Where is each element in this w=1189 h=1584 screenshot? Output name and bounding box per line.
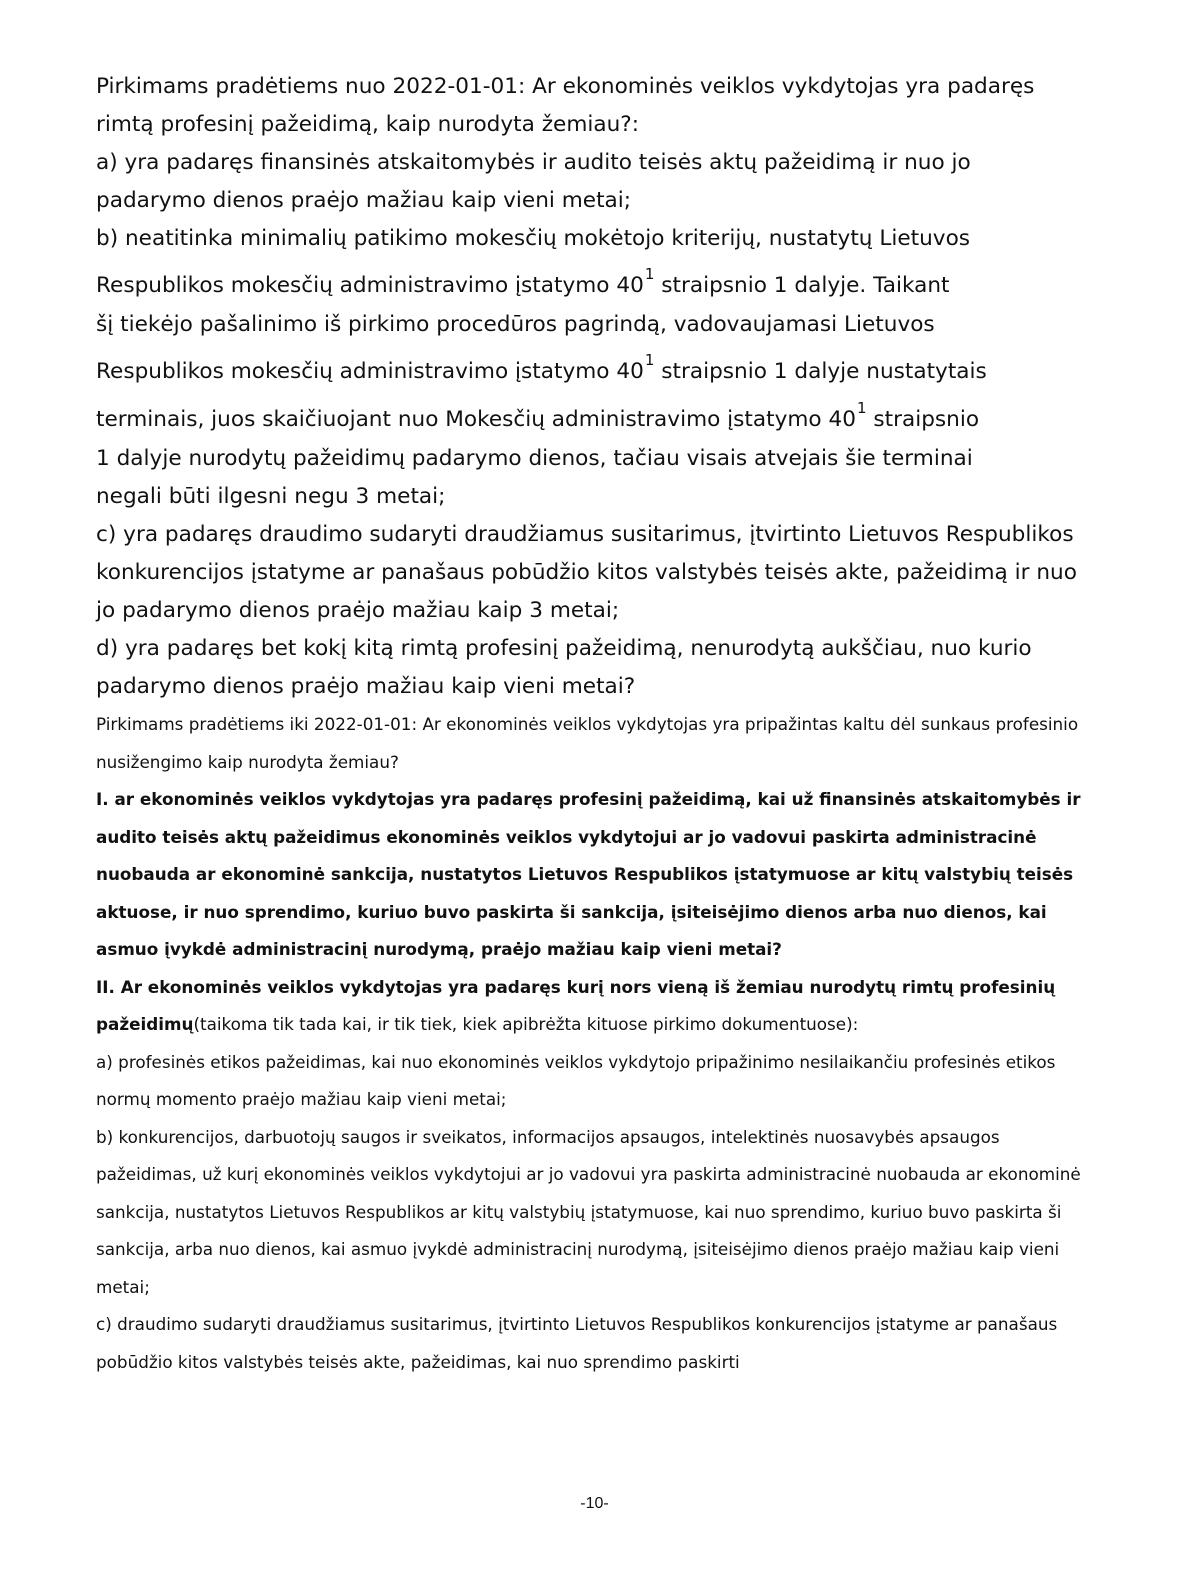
text-run: straipsnio [873,407,980,432]
text-run: straipsnio 1 dalyje. Taikant [661,273,950,298]
superscript: 1 [644,265,655,283]
part2-item-a: a) profesinės etikos pažeidimas, kai nuo ekonominės veiklos vykdytojo pripažinimo nesilaikančiu profesinės etikos normų momento praėjo mažiau kaip vieni metai; [96,1051,1056,1109]
part2-section-II [96,969,1086,1044]
text-run: Respublikos mokesčių administravimo įstatymo 40 [96,273,644,298]
part2-intro: Pirkimams pradėtiems iki 2022-01-01: Ar ekonominės veiklos vykdytojas yra pripažintas kaltu dėl sunkaus profesinio nusižengimo kaip nurodyta žemiau? [96,714,1079,772]
section-II-heading: II. Ar ekonominės veiklos vykdytojas yra padaręs kurį nors vieną iš žemiau nurodytų rimtų profesinių pažeidimų [96,976,1056,1034]
part1-item-b-line2 [96,258,1086,306]
text-run: straipsnio 1 dalyje nustatytais [661,359,987,384]
text-run: terminais, juos skaičiuojant nuo Mokesčių administravimo įstatymo 40 [96,407,856,432]
page-content [96,68,1086,1381]
part1-item-a: a) yra padaręs finansinės atskaitomybės ir audito teisės aktų pažeidimą ir nuo jo padarymo dienos praėjo mažiau kaip vieni metai; [96,150,971,213]
section-II-note: (taikoma tik tada kai, ir tik tiek, kiek apibrėžta kituose pirkimo dokumentuose): [193,1014,859,1034]
part1-item-b [96,220,1086,516]
part1-item-b-line7: negali būti ilgesni negu 3 metai; [96,484,446,509]
part1-item-b-line5 [96,392,1086,440]
superscript: 1 [644,351,655,369]
part1-item-c: c) yra padaręs draudimo sudaryti draudžiamus susitarimus, įtvirtinto Lietuvos Respublikos konkurencijos įstatyme ar panašaus pobūdžio kitos valstybės teisės akte, pažeidimą ir nuo jo padarymo dienos praėjo mažiau kaip 3 metai; [96,522,1077,623]
part1-intro: Pirkimams pradėtiems nuo 2022-01-01: Ar ekonominės veiklos vykdytojas yra padaręs rimtą profesinį pažeidimą, kaip nurodyta žemiau?: [96,74,1035,137]
part2-section-I: I. ar ekonominės veiklos vykdytojas yra padaręs profesinį pažeidimą, kai už finansinės atskaitomybės ir audito teisės aktų pažeidimus ekonominės veiklos vykdytojui ar jo vadovui paskirta administracinė nuobauda ar ekonominė sankcija, nustatytos Lietuvos Respublikos įstatymuose ar kitų valstybių teisės aktuose, ir nuo sprendimo, kuriuo buvo paskirta ši sankcija, įsiteisėjimo dienos arba nuo dienos, kai asmuo įvykdė administracinį nurodymą, praėjo mažiau kaip vieni metai? [96,789,1081,959]
page-number: -10- [580,1495,609,1512]
part2-item-c: c) draudimo sudaryti draudžiamus susitarimus, įtvirtinto Lietuvos Respublikos konkurencijos įstatyme ar panašaus pobūdžio kitos valstybės teisės akte, pažeidimas, kai nuo sprendimo paskirti [96,1314,1058,1372]
part1-item-b-line3: šį tiekėjo pašalinimo iš pirkimo procedūros pagrindą, vadovaujamasi Lietuvos [96,312,935,337]
part2-item-b: b) konkurencijos, darbuotojų saugos ir sveikatos, informacijos apsaugos, intelektinės nuosavybės apsaugos pažeidimas, už kurį ekonominės veiklos vykdytojui ar jo vadovui yra paskirta administracinė nuobauda ar ekonominė sankcija, nustatytos Lietuvos Respublikos ar kitų valstybių įstatymuose, kai nuo sprendimo, kuriuo buvo paskirta ši sankcija, arba nuo dienos, kai asmuo įvykdė administracinį nurodymą, įsiteisėjimo dienos praėjo mažiau kaip vieni metai; [96,1126,1081,1297]
part1-item-d: d) yra padaręs bet kokį kitą rimtą profesinį pažeidimą, nenurodytą aukščiau, nuo kurio padarymo dienos praėjo mažiau kaip vieni metai? [96,636,1032,699]
part1-item-b-line6: 1 dalyje nurodytų pažeidimų padarymo dienos, tačiau visais atvejais šie terminai [96,446,973,471]
text-run: Respublikos mokesčių administravimo įstatymo 40 [96,359,644,384]
superscript: 1 [856,399,867,417]
part1-item-b-line1: b) neatitinka minimalių patikimo mokesčių mokėtojo kriterijų, nustatytų Lietuvos [96,226,971,251]
part1-item-b-line4 [96,344,1086,392]
